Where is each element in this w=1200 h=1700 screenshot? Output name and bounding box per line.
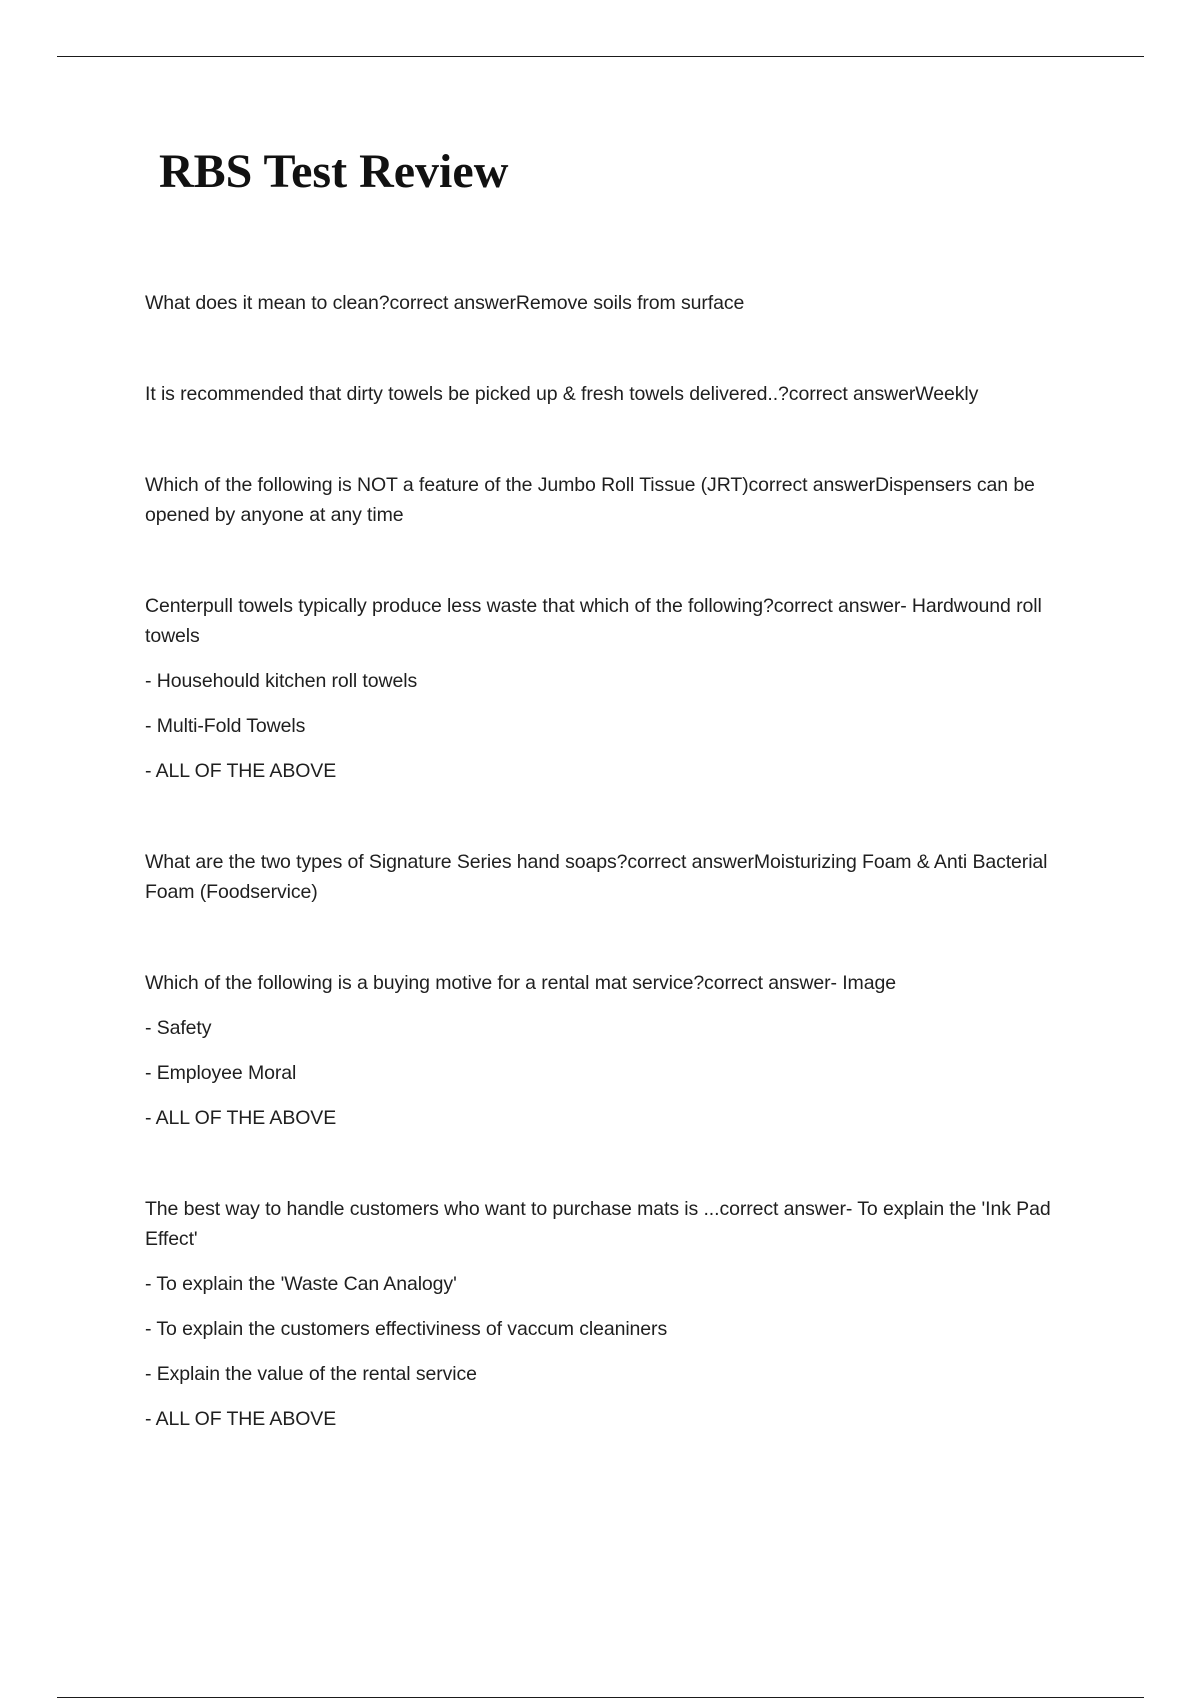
qa-item [145, 591, 1075, 786]
answer-option: - ALL OF THE ABOVE [145, 1107, 337, 1129]
question-text: What does it mean to clean?correct answerRemove soils from surface [145, 292, 745, 314]
question-text: Centerpull towels typically produce less waste that which of the following?correct answer- Hardwound roll towels [145, 595, 1042, 647]
answer-option: - Employee Moral [145, 1062, 297, 1084]
question-text: It is recommended that dirty towels be picked up & fresh towels delivered..?correct answerWeekly [145, 383, 979, 405]
answer-option: - To explain the customers effectiviness of vaccum cleaniners [145, 1318, 668, 1340]
question-text: Which of the following is a buying motive for a rental mat service?correct answer- Image [145, 972, 896, 994]
bottom-rule [57, 1697, 1144, 1698]
answer-option: - Safety [145, 1017, 212, 1039]
qa-item [145, 847, 1075, 907]
qa-item [145, 1194, 1075, 1434]
question-text: The best way to handle customers who want to purchase mats is ...correct answer- To explain the 'Ink Pad Effect' [145, 1198, 1051, 1250]
top-rule [57, 56, 1144, 57]
qa-item [145, 288, 1075, 318]
answer-option: - Househould kitchen roll towels [145, 670, 418, 692]
answer-option: - ALL OF THE ABOVE [145, 760, 337, 782]
answer-option: - Explain the value of the rental service [145, 1363, 477, 1385]
qa-item [145, 470, 1075, 530]
document-title: RBS Test Review [159, 145, 509, 198]
answer-option: - ALL OF THE ABOVE [145, 1408, 337, 1430]
qa-list [145, 288, 1075, 1495]
answer-option: - Multi-Fold Towels [145, 715, 306, 737]
question-text: Which of the following is NOT a feature of the Jumbo Roll Tissue (JRT)correct answerDispensers can be opened by anyone at any time [145, 474, 1035, 526]
qa-item [145, 968, 1075, 1133]
question-text: What are the two types of Signature Series hand soaps?correct answerMoisturizing Foam & Anti Bacterial Foam (Foodservice) [145, 851, 1048, 903]
answer-option: - To explain the 'Waste Can Analogy' [145, 1273, 457, 1295]
qa-item [145, 379, 1075, 409]
